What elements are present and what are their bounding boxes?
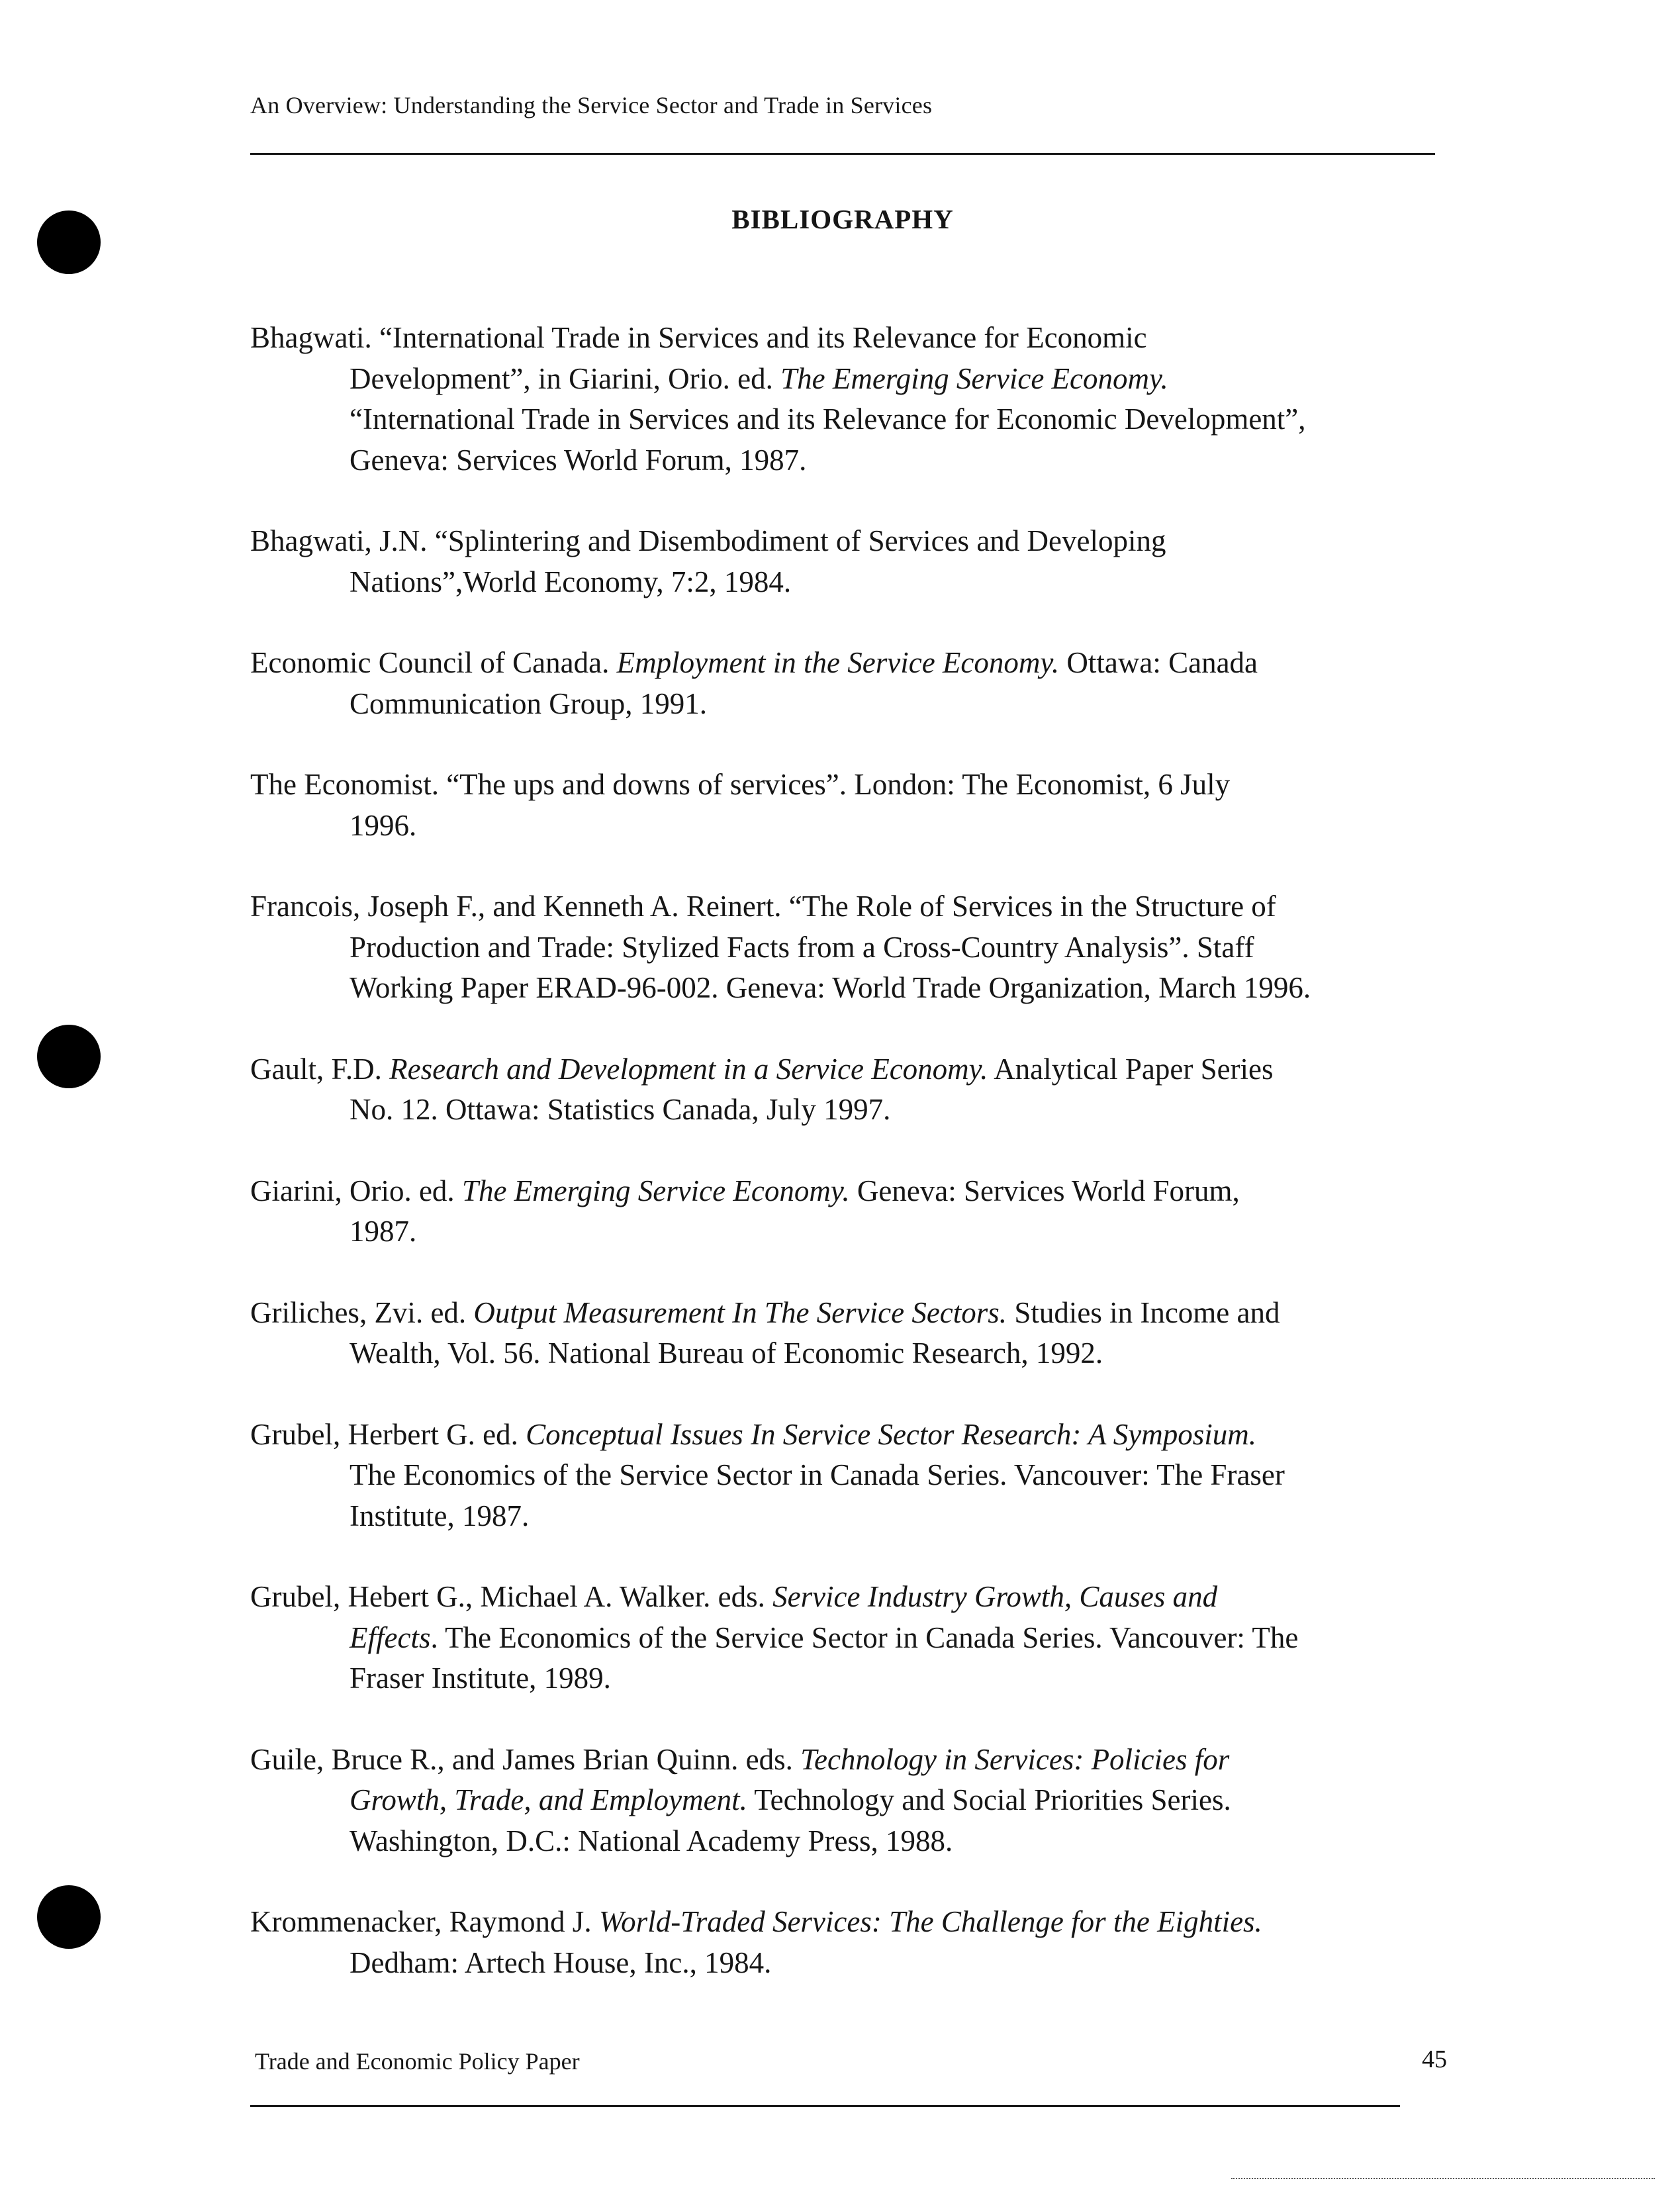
scan-artifact (1231, 2178, 1655, 2179)
bibliography-entry (250, 886, 1442, 1009)
entry-text: Analytical Paper Series (988, 1052, 1274, 1086)
entry-line (250, 1293, 1442, 1334)
bibliography-entry (250, 318, 1442, 481)
punch-hole (37, 211, 101, 274)
entry-text: Dedham: Artech House, Inc., 1984. (350, 1945, 772, 1979)
entry-line (350, 359, 1442, 400)
entry-text: Krommenacker, Raymond J. (250, 1905, 599, 1938)
entry-line (350, 1780, 1442, 1821)
entry-line (250, 318, 1442, 359)
entry-text: Washington, D.C.: National Academy Press, 1988. (350, 1824, 953, 1857)
entry-line (250, 1902, 1442, 1943)
bibliography-entry (250, 643, 1442, 724)
entry-text: 1996. (350, 808, 417, 842)
entry-line (350, 1496, 1442, 1537)
entry-line (250, 1171, 1442, 1212)
entry-text: Geneva: Services World Forum, (849, 1174, 1240, 1207)
entry-title-italic: The Emerging Service Economy. (780, 361, 1168, 395)
entry-line (350, 806, 1442, 847)
bibliography-entry (250, 1740, 1442, 1862)
entry-line (350, 1211, 1442, 1252)
bibliography-entry (250, 1049, 1442, 1131)
entry-text: Francois, Joseph F., and Kenneth A. Reinert. “The Role of Services in the Structure of (250, 890, 1276, 923)
entry-line (350, 968, 1442, 1009)
entry-text: Geneva: Services World Forum, 1987. (350, 443, 807, 477)
page-number: 45 (1422, 2045, 1447, 2073)
entry-text: Griliches, Zvi. ed. (250, 1295, 474, 1329)
entry-text: 1987. (350, 1215, 417, 1248)
entry-line (350, 1658, 1442, 1699)
entry-line (250, 1415, 1442, 1456)
entry-text: Fraser Institute, 1989. (350, 1662, 611, 1695)
punch-hole (37, 1885, 101, 1949)
bibliography-entry (250, 1415, 1442, 1537)
entry-line (350, 1455, 1442, 1496)
entry-text: Studies in Income and (1007, 1295, 1280, 1329)
entry-text: Development”, in Giarini, Orio. ed. (350, 361, 781, 395)
entry-text: Economic Council of Canada. (250, 646, 617, 679)
entry-title-italic: Effects (350, 1620, 431, 1654)
footer-publication: Trade and Economic Policy Paper (255, 2048, 580, 2075)
entry-line (350, 684, 1442, 725)
entry-title-italic: Technology in Services: Policies for (800, 1742, 1230, 1776)
bibliography-entry (250, 521, 1442, 602)
bibliography-entry (250, 1171, 1442, 1252)
entry-title-italic: Research and Development in a Service Economy. (389, 1052, 988, 1086)
entry-line (350, 1821, 1442, 1862)
entry-title-italic: Growth, Trade, and Employment. (350, 1783, 747, 1816)
entry-text: “International Trade in Services and its Relevance for Economic Development”, (350, 402, 1306, 436)
entry-text: No. 12. Ottawa: Statistics Canada, July 1997. (350, 1093, 891, 1126)
entry-text: . The Economics of the Service Sector in Canada Series. Vancouver: The (430, 1620, 1299, 1654)
entry-line (250, 521, 1442, 562)
entry-text: Wealth, Vol. 56. National Bureau of Economic Research, 1992. (350, 1336, 1103, 1370)
entry-line (250, 1577, 1442, 1618)
entry-text: The Economist. “The ups and downs of services”. London: The Economist, 6 July (250, 768, 1231, 801)
entry-title-italic: Employment in the Service Economy. (616, 646, 1060, 679)
entry-line (250, 886, 1442, 927)
punch-hole (37, 1025, 101, 1088)
entry-line (350, 440, 1442, 481)
entry-text: Institute, 1987. (350, 1499, 530, 1532)
entry-text: Communication Group, 1991. (350, 686, 707, 720)
entry-line (350, 927, 1442, 968)
bibliography-list (250, 318, 1442, 2024)
bibliography-entry (250, 765, 1442, 846)
entry-text: Guile, Bruce R., and James Brian Quinn. eds. (250, 1742, 801, 1776)
entry-line (350, 399, 1442, 440)
entry-text: Bhagwati. “International Trade in Services and its Relevance for Economic (250, 321, 1147, 354)
entry-text: Nations”,World Economy, 7:2, 1984. (350, 565, 792, 598)
entry-text: Production and Trade: Stylized Facts from a Cross-Country Analysis”. Staff (350, 930, 1254, 964)
running-header: An Overview: Understanding the Service Sector and Trade in Services (250, 92, 933, 118)
entry-line (350, 1618, 1442, 1659)
entry-line (350, 1090, 1442, 1131)
entry-title-italic: Output Measurement In The Service Sectors. (473, 1295, 1007, 1329)
entry-title-italic: Conceptual Issues In Service Sector Research: A Symposium. (526, 1417, 1257, 1451)
bibliography-entry (250, 1293, 1442, 1374)
bibliography-entry (250, 1902, 1442, 1983)
entry-text: The Economics of the Service Sector in Canada Series. Vancouver: The Fraser (350, 1458, 1285, 1491)
entry-line (250, 1740, 1442, 1781)
entry-line (250, 643, 1442, 684)
entry-text: Gault, F.D. (250, 1052, 390, 1086)
entry-text: Grubel, Hebert G., Michael A. Walker. eds. (250, 1580, 773, 1613)
footer-rule (250, 2105, 1400, 2107)
entry-line (250, 1049, 1442, 1090)
entry-text: Grubel, Herbert G. ed. (250, 1417, 526, 1451)
entry-line (350, 1943, 1442, 1984)
entry-text: Ottawa: Canada (1059, 646, 1258, 679)
entry-title-italic: World-Traded Services: The Challenge for the Eighties. (598, 1905, 1262, 1938)
entry-line (350, 562, 1442, 603)
entry-text: Giarini, Orio. ed. (250, 1174, 462, 1207)
bibliography-entry (250, 1577, 1442, 1699)
entry-title-italic: Service Industry Growth, Causes and (772, 1580, 1218, 1613)
entry-text: Technology and Social Priorities Series. (747, 1783, 1231, 1816)
page-title: BIBLIOGRAPHY (731, 204, 954, 234)
entry-text: Bhagwati, J.N. “Splintering and Disembodiment of Services and Developing (250, 524, 1166, 557)
header-rule (250, 153, 1435, 155)
entry-line (350, 1333, 1442, 1374)
entry-line (250, 765, 1442, 806)
entry-title-italic: The Emerging Service Economy. (461, 1174, 850, 1207)
entry-text: Working Paper ERAD-96-002. Geneva: World Trade Organization, March 1996. (350, 971, 1311, 1004)
